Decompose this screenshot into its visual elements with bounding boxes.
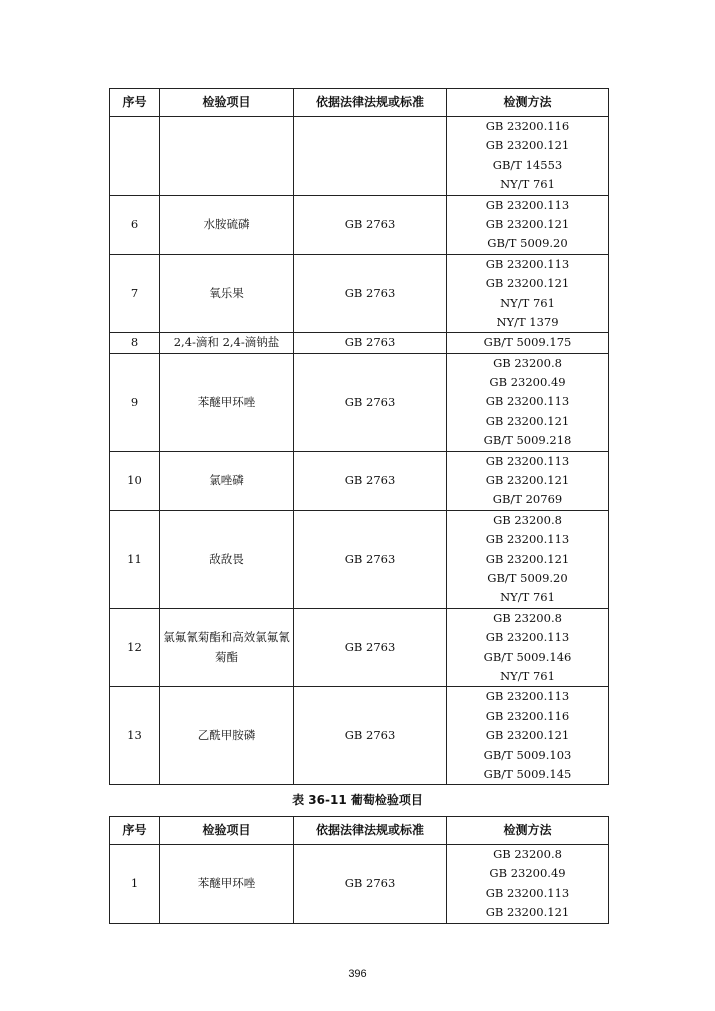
- method-standard: GB 23200.113: [485, 453, 570, 468]
- legal-basis: GB 2763: [294, 333, 447, 353]
- legal-basis: GB 2763: [294, 608, 447, 687]
- method-standard: GB 23200.116: [485, 708, 570, 723]
- row-number: 6: [110, 195, 160, 254]
- header-item: 检验项目: [160, 89, 294, 117]
- header-no: 序号: [110, 89, 160, 117]
- table-header-row: [110, 817, 609, 845]
- method-standard: GB/T 20769: [492, 492, 563, 507]
- grape-inspection-table: [109, 816, 609, 924]
- method-standard: GB 23200.121: [485, 216, 570, 231]
- table-row: [110, 845, 609, 924]
- method-standard: GB 23200.116: [485, 119, 570, 133]
- row-number: 11: [110, 510, 160, 608]
- table-row: [110, 510, 609, 608]
- method-standard: GB 23200.121: [485, 276, 570, 291]
- inspection-item: 氯氟氰菊酯和高效氯氟氰菊酯: [160, 608, 294, 687]
- table-row: [110, 195, 609, 254]
- method-standard: GB 23200.113: [485, 532, 570, 547]
- table-header-row: [110, 89, 609, 117]
- method-standard: GB 23200.121: [485, 728, 570, 743]
- table-row: [110, 608, 609, 687]
- table-row: [110, 254, 609, 333]
- method-standard: GB 23200.121: [485, 551, 570, 566]
- row-number: [110, 117, 160, 196]
- header-basis: 依据法律法规或标准: [294, 89, 447, 117]
- page-number: 396: [348, 968, 367, 980]
- method-standard: GB 23200.8: [493, 610, 562, 625]
- inspection-item: 苯醚甲环唑: [160, 845, 294, 924]
- method-standard: NY/T 761: [500, 295, 555, 310]
- method-standard: GB/T 5009.146: [483, 649, 572, 664]
- inspection-item: 敌敌畏: [160, 510, 294, 608]
- test-methods: [447, 687, 609, 785]
- inspection-item: 氯唑磷: [160, 451, 294, 510]
- method-standard: GB 23200.49: [489, 375, 566, 390]
- test-methods: [447, 845, 609, 924]
- method-standard: GB 23200.8: [493, 512, 562, 527]
- legal-basis: GB 2763: [294, 353, 447, 451]
- method-standard: GB/T 5009.20: [487, 236, 568, 251]
- inspection-item: 乙酰甲胺磷: [160, 687, 294, 785]
- table-caption: 表 36-11 葡萄检验项目: [292, 793, 423, 807]
- method-standard: GB 23200.121: [485, 138, 570, 153]
- table-row: [110, 117, 609, 196]
- method-standard: GB/T 5009.218: [483, 433, 572, 448]
- inspection-item: 2,4-滴和 2,4-滴钠盐: [160, 333, 294, 353]
- table-row: [110, 333, 609, 353]
- method-standard: GB 23200.113: [485, 197, 570, 212]
- row-number: 13: [110, 687, 160, 785]
- method-standard: GB 23200.113: [485, 885, 570, 900]
- test-methods: [447, 117, 609, 196]
- method-standard: GB/T 5009.20: [487, 570, 568, 585]
- inspection-item: [160, 117, 294, 196]
- legal-basis: GB 2763: [294, 195, 447, 254]
- test-methods: [447, 333, 609, 353]
- test-methods: [447, 510, 609, 608]
- method-standard: NY/T 761: [500, 668, 555, 683]
- row-number: 8: [110, 333, 160, 353]
- test-methods: [447, 254, 609, 333]
- header-method: 检测方法: [447, 89, 609, 117]
- method-standard: GB 23200.8: [493, 847, 562, 861]
- table-row: [110, 451, 609, 510]
- method-standard: GB 23200.121: [485, 473, 570, 488]
- legal-basis: GB 2763: [294, 254, 447, 333]
- method-standard: GB 23200.113: [485, 630, 570, 645]
- method-standard: GB/T 5009.103: [483, 747, 572, 762]
- method-standard: GB 23200.113: [485, 394, 570, 409]
- header-no: 序号: [110, 817, 160, 845]
- row-number: 1: [110, 845, 160, 924]
- header-method: 检测方法: [447, 817, 609, 845]
- method-standard: GB 23200.113: [485, 689, 570, 704]
- method-standard: NY/T 761: [500, 590, 555, 605]
- method-standard: NY/T 1379: [496, 314, 559, 329]
- inspection-item: 水胺硫磷: [160, 195, 294, 254]
- method-standard: GB/T 5009.175: [483, 335, 572, 350]
- test-methods: [447, 451, 609, 510]
- inspection-item: 苯醚甲环唑: [160, 353, 294, 451]
- test-methods: [447, 195, 609, 254]
- method-standard: GB 23200.8: [493, 355, 562, 370]
- header-item: 检验项目: [160, 817, 294, 845]
- inspection-table-continued: [109, 88, 609, 785]
- legal-basis: GB 2763: [294, 451, 447, 510]
- table-row: [110, 353, 609, 451]
- method-standard: NY/T 761: [500, 177, 555, 192]
- inspection-item: 氧乐果: [160, 254, 294, 333]
- header-basis: 依据法律法规或标准: [294, 817, 447, 845]
- method-standard: GB/T 14553: [492, 157, 563, 172]
- row-number: 10: [110, 451, 160, 510]
- row-number: 7: [110, 254, 160, 333]
- method-standard: GB/T 5009.145: [483, 766, 572, 781]
- table-row: [110, 687, 609, 785]
- test-methods: [447, 353, 609, 451]
- legal-basis: [294, 117, 447, 196]
- row-number: 9: [110, 353, 160, 451]
- method-standard: GB 23200.49: [489, 866, 566, 881]
- method-standard: GB 23200.113: [485, 256, 570, 271]
- legal-basis: GB 2763: [294, 687, 447, 785]
- method-standard: GB 23200.121: [485, 413, 570, 428]
- legal-basis: GB 2763: [294, 845, 447, 924]
- method-standard: GB 23200.121: [485, 905, 570, 920]
- legal-basis: GB 2763: [294, 510, 447, 608]
- row-number: 12: [110, 608, 160, 687]
- test-methods: [447, 608, 609, 687]
